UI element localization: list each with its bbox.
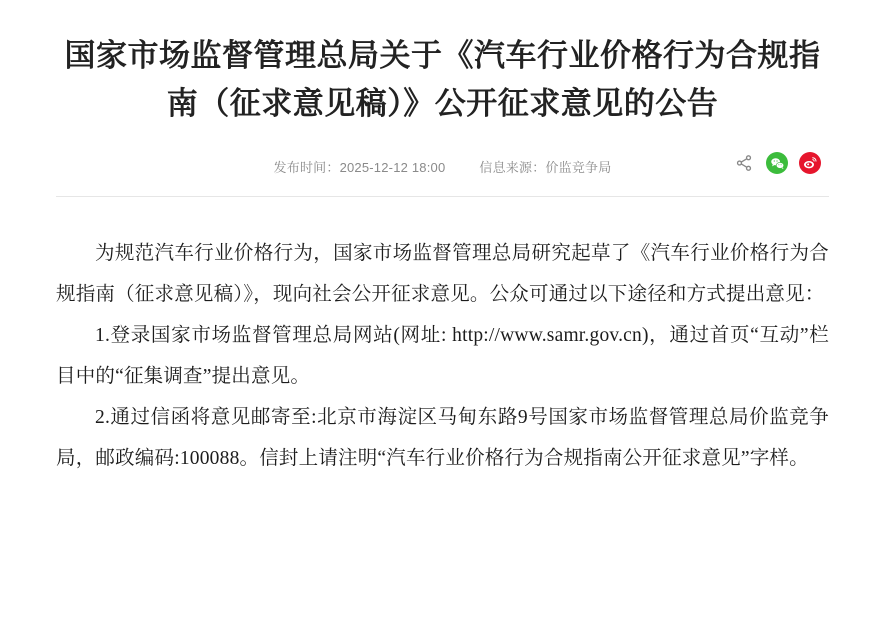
publish-time-value: 2025-12-12 18:00 bbox=[339, 159, 446, 175]
source bbox=[479, 157, 611, 176]
paragraph: 1.登录国家市场监督管理总局网站(网址: http://www.samr.gov.cn)，通过首页“互动”栏目中的“征集调查”提出意见。 bbox=[56, 325, 829, 387]
publish-time bbox=[274, 157, 446, 176]
source-value: 价监竞争局 bbox=[545, 159, 612, 175]
article-meta bbox=[56, 154, 829, 178]
meta-group bbox=[274, 157, 612, 176]
weibo-icon[interactable] bbox=[799, 152, 821, 174]
publish-time-label: 发布时间： bbox=[273, 159, 340, 175]
wechat-icon[interactable] bbox=[766, 152, 788, 174]
share-group[interactable] bbox=[733, 152, 821, 174]
source-label: 信息来源： bbox=[479, 159, 546, 175]
article-body bbox=[56, 233, 829, 479]
paragraph: 为规范汽车行业价格行为，国家市场监督管理总局研究起草了《汽车行业价格行为合规指南（征求意见稿）》，现向社会公开征求意见。公众可通过以下途径和方式提出意见： bbox=[56, 243, 829, 305]
page-title: 国家市场监督管理总局关于《汽车行业价格行为合规指南（征求意见稿）》公开征求意见的公告 bbox=[64, 38, 821, 121]
paragraph: 2.通过信函将意见邮寄至:北京市海淀区马甸东路9号国家市场监督管理总局价监竞争局，邮政编码:100088。信封上请注明“汽车行业价格行为合规指南公开征求意见”字样。 bbox=[56, 407, 829, 469]
header-divider bbox=[56, 196, 829, 197]
share-icon[interactable] bbox=[733, 152, 755, 174]
